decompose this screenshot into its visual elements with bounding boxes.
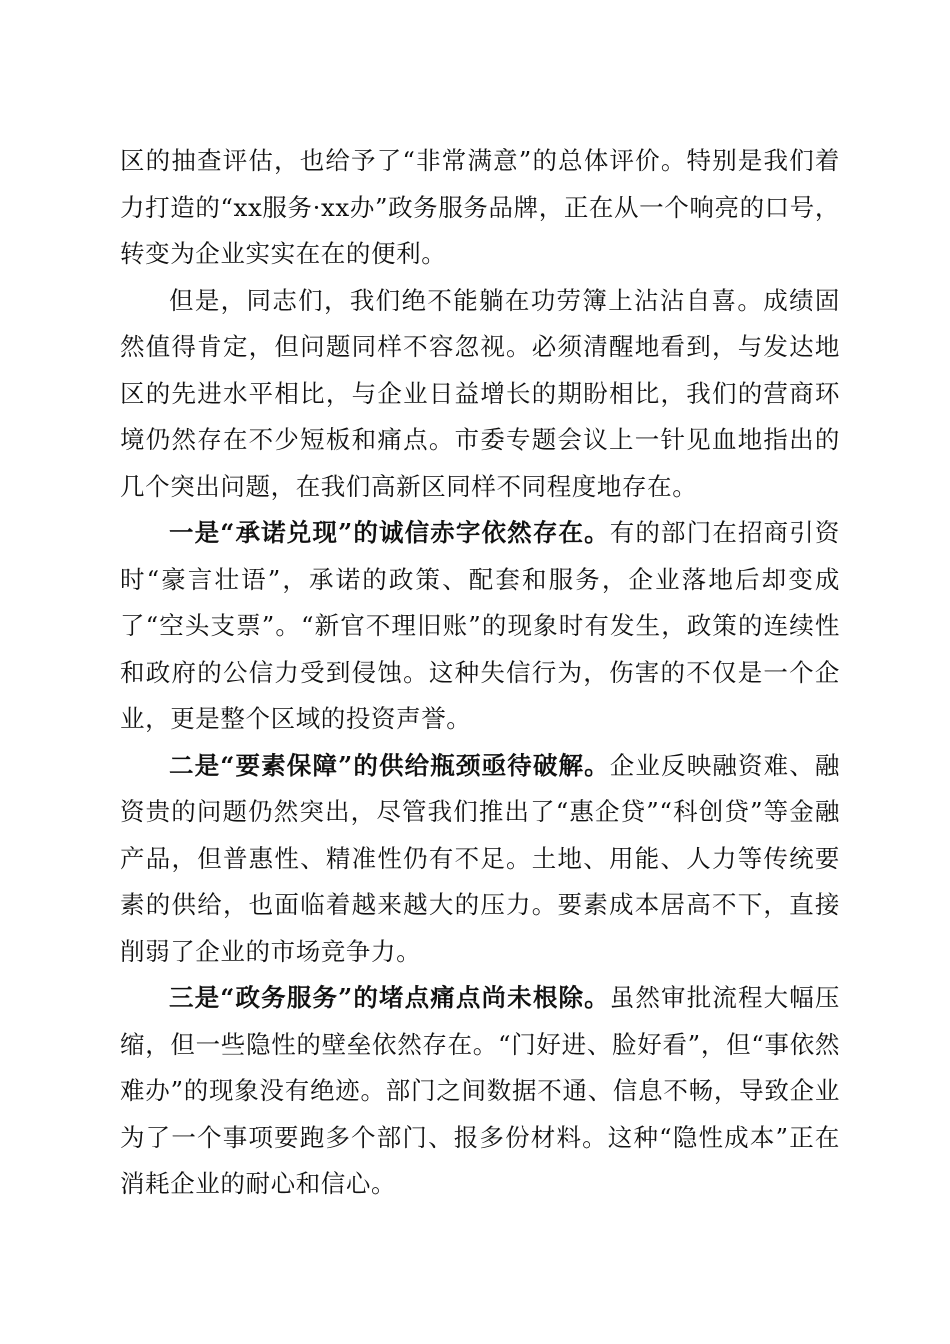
paragraph-text: 区的抽查评估，也给予了“非常满意”的总体评价。特别是我们着力打造的“xx服务·xx办”政务服务品牌，正在从一个响亮的口号，转变为企业实实在在的便利。: [120, 146, 840, 268]
paragraph-problem-2: [120, 743, 840, 976]
paragraph-problem-1: [120, 510, 840, 743]
paragraph-lead: 三是“政务服务”的堵点痛点尚未根除。: [169, 983, 610, 1012]
paragraph-problem-3: [120, 975, 840, 1208]
paragraph-transition: [120, 278, 840, 511]
paragraph-text: 但是，同志们，我们绝不能躺在功劳簿上沾沾自喜。成绩固然值得肯定，但问题同样不容忽视。必须清醒地看到，与发达地区的先进水平相比，与企业日益增长的期盼相比，我们的营商环境仍然存在不少短板和痛点。市委专题会议上一针见血地指出的几个突出问题，在我们高新区同样不同程度地存在。: [120, 285, 840, 501]
paragraph-text: 有的部门在招商引资时“豪言壮语”，承诺的政策、配套和服务，企业落地后却变成了“空头支票”。“新官不理旧账”的现象时有发生，政策的连续性和政府的公信力受到侵蚀。这种失信行为，伤害的不仅是一个企业，更是整个区域的投资声誉。: [120, 518, 841, 733]
paragraph-lead: 二是“要素保障”的供给瓶颈亟待破解。: [169, 750, 610, 780]
paragraph-lead: 一是“承诺兑现”的诚信赤字依然存在。: [169, 518, 610, 547]
document-body: [120, 138, 840, 1208]
paragraph-continuation: [120, 138, 840, 278]
paragraph-text: 企业反映融资难、融资贵的问题仍然突出，尽管我们推出了“惠企贷”“科创贷”等金融产品，但普惠性、精准性仍有不足。土地、用能、人力等传统要素的供给，也面临着越来越大的压力。要素成本居高不下，直接削弱了企业的市场竞争力。: [120, 750, 841, 966]
paragraph-text: 虽然审批流程大幅压缩，但一些隐性的壁垒依然存在。“门好进、脸好看”，但“事依然难办”的现象没有绝迹。部门之间数据不通、信息不畅，导致企业为了一个事项要跑多个部门、报多份材料。这种“隐性成本”正在消耗企业的耐心和信心。: [120, 983, 841, 1198]
